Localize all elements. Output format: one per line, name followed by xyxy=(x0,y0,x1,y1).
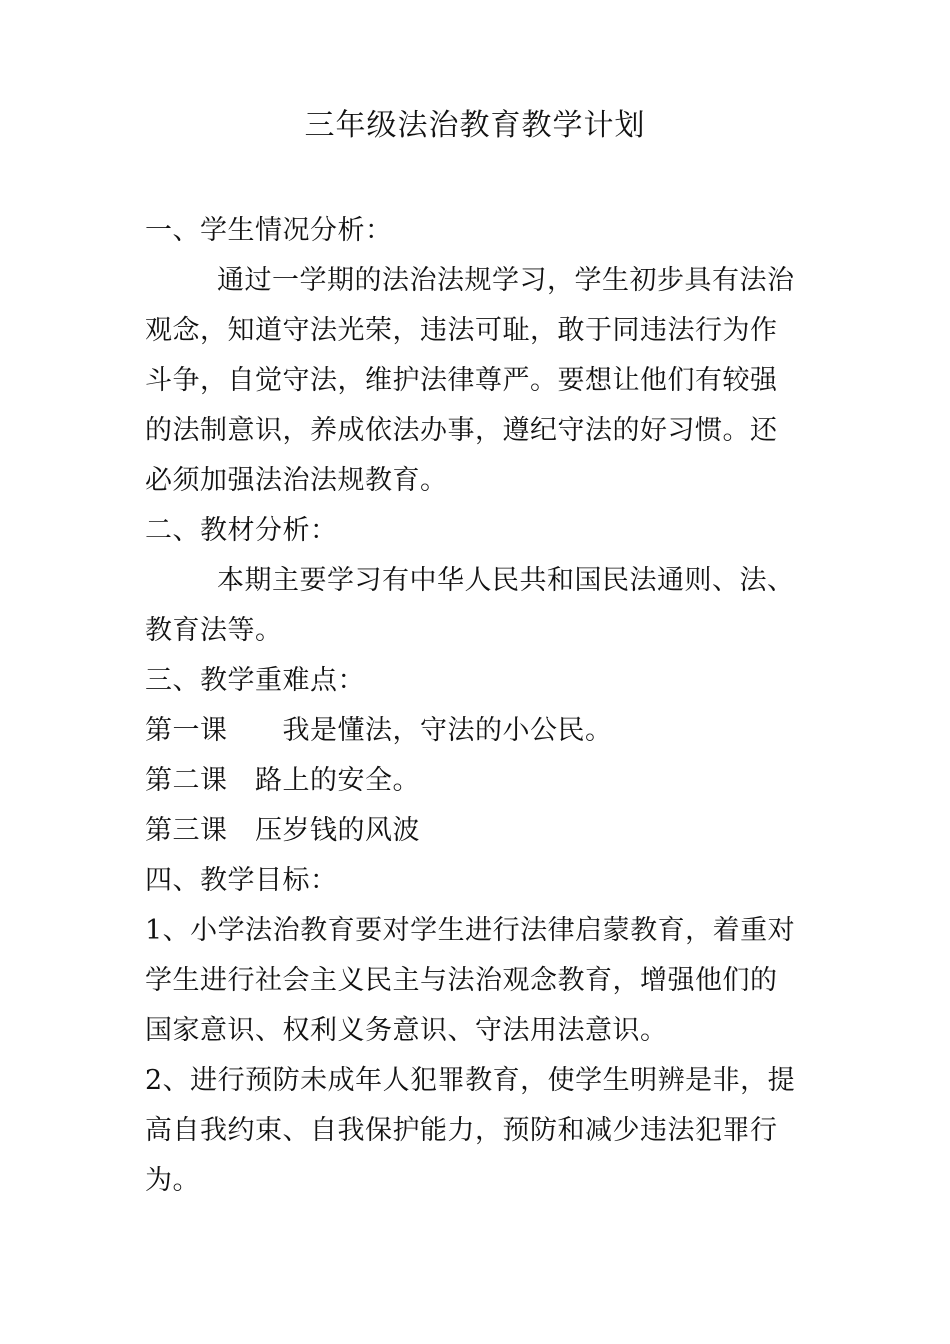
section-heading-key-points: 三、教学重难点： xyxy=(145,665,365,696)
goal-line: 国家意识、权利义务意识、守法用法意识。 xyxy=(145,1015,668,1046)
section-heading-teaching-goals: 四、教学目标： xyxy=(145,865,338,896)
paragraph-line: 教育法等。 xyxy=(145,615,283,646)
paragraph-line: 观念，知道守法光荣，违法可耻，敢于同违法行为作 xyxy=(145,315,778,346)
document-title: 三年级法治教育教学计划 xyxy=(304,108,646,143)
section-heading-material-analysis: 二、教材分析： xyxy=(145,515,338,546)
paragraph-line: 的法制意识，养成依法办事，遵纪守法的好习惯。还 xyxy=(145,415,778,446)
paragraph-line: 通过一学期的法治法规学习，学生初步具有法治 xyxy=(217,265,795,296)
lesson-item: 第三课 压岁钱的风波 xyxy=(145,815,420,846)
goal-line: 1、小学法治教育要对学生进行法律启蒙教育，着重对 xyxy=(145,915,796,946)
lesson-item: 第一课 我是懂法，守法的小公民。 xyxy=(145,715,613,746)
paragraph-line: 本期主要学习有中华人民共和国民法通则、法、 xyxy=(217,565,795,596)
goal-line: 学生进行社会主义民主与法治观念教育，增强他们的 xyxy=(145,965,778,996)
document-body xyxy=(145,206,810,1206)
goal-line: 高自我约束、自我保护能力，预防和减少违法犯罪行 xyxy=(145,1115,778,1146)
paragraph-line: 斗争，自觉守法，维护法律尊严。要想让他们有较强 xyxy=(145,365,778,396)
section-heading-student-analysis: 一、学生情况分析： xyxy=(145,215,393,246)
goal-line: 2、进行预防未成年人犯罪教育，使学生明辨是非，提 xyxy=(145,1065,796,1096)
goal-line: 为。 xyxy=(145,1165,200,1196)
paragraph-line: 必须加强法治法规教育。 xyxy=(145,465,448,496)
lesson-item: 第二课 路上的安全。 xyxy=(145,765,420,796)
